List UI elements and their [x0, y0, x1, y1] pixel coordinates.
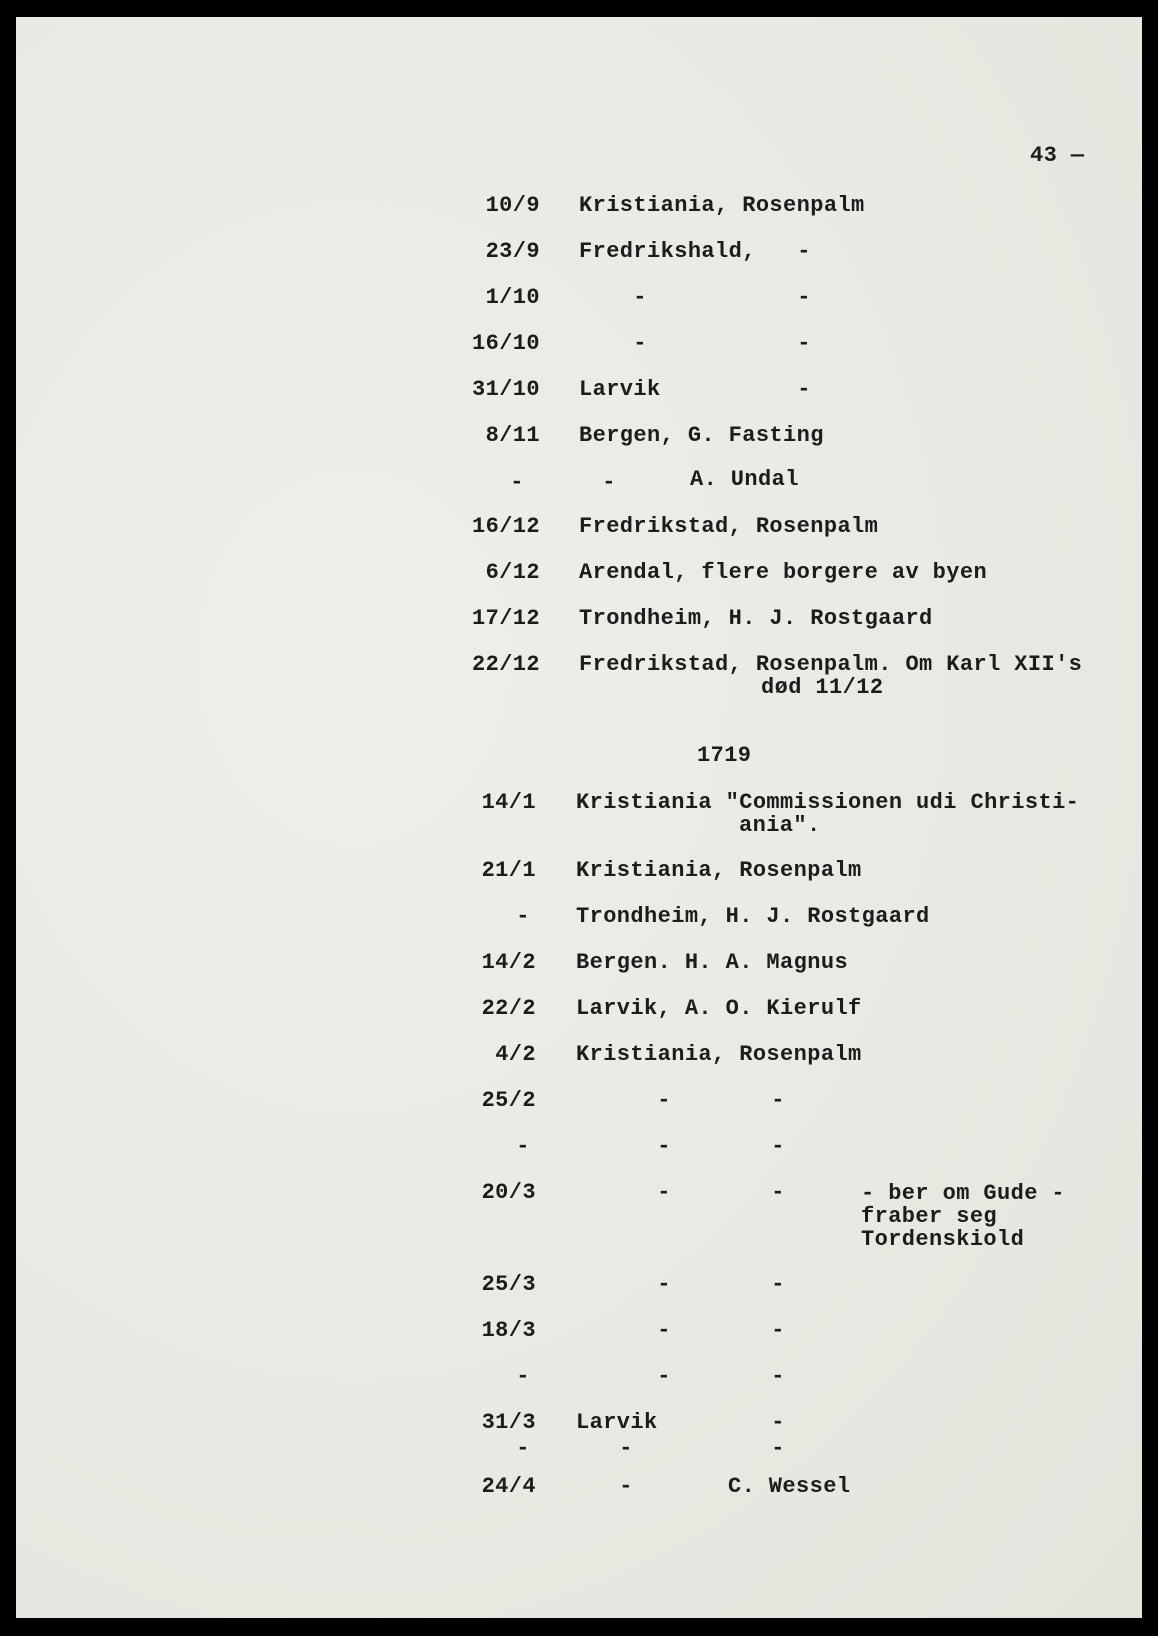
document-page: [16, 17, 1142, 1618]
entry-date: 17/12: [471, 606, 540, 631]
entry-text: Bergen. H. A. Magnus: [576, 950, 849, 975]
entry-date: 25/3: [481, 1272, 536, 1297]
ditto-mark: -: [657, 1180, 671, 1205]
entry-text: Trondheim, H. J. Rostgaard: [576, 904, 930, 929]
ditto-mark: -: [771, 1134, 785, 1159]
entry-text: A. Undal: [690, 467, 799, 492]
entry-date: 6/12: [485, 560, 540, 585]
entry-date: 10/9: [485, 193, 540, 218]
entry-date: 22/2: [481, 996, 536, 1021]
ditto-mark: -: [771, 1364, 785, 1389]
entry-text: Kristiania, Rosenpalm: [579, 193, 865, 218]
entry-text: Kristiania "Commissionen udi Christi-: [576, 790, 1080, 815]
entry-text: Fredrikstad, Rosenpalm: [579, 514, 879, 539]
entry-text: Trondheim, H. J. Rostgaard: [579, 606, 933, 631]
ditto-mark: -: [619, 1436, 633, 1461]
entry-date: 14/1: [481, 790, 536, 815]
ditto-mark: -: [516, 1436, 530, 1461]
entry-date: 16/10: [471, 331, 540, 356]
entry-date: 24/4: [481, 1474, 536, 1499]
entry-text: Arendal, flere borgere av byen: [579, 560, 988, 585]
entry-date: 31/10: [471, 377, 540, 402]
ditto-mark: -: [771, 1180, 785, 1205]
entry-text-continued: ania".: [739, 813, 821, 838]
ditto-mark: -: [797, 331, 811, 356]
ditto-mark: -: [516, 904, 530, 929]
entry-date: 16/12: [471, 514, 540, 539]
entry-text: Fredrikshald,: [579, 239, 756, 264]
entry-text: Larvik: [576, 1410, 658, 1435]
ditto-mark: -: [633, 331, 647, 356]
ditto-mark: -: [510, 470, 524, 495]
entry-text: Kristiania, Rosenpalm: [576, 1042, 862, 1067]
ditto-mark: -: [657, 1318, 671, 1343]
entry-note: - ber om Gude - fraber seg Tordenskiold: [861, 1181, 1066, 1252]
ditto-mark: -: [771, 1318, 785, 1343]
entry-text: Bergen, G. Fasting: [579, 423, 824, 448]
entry-text: Larvik: [579, 377, 661, 402]
ditto-mark: -: [633, 285, 647, 310]
ditto-mark: -: [797, 239, 811, 264]
entry-date: 23/9: [485, 239, 540, 264]
entry-date: 14/2: [481, 950, 536, 975]
entry-date: 25/2: [481, 1088, 536, 1113]
ditto-mark: -: [771, 1272, 785, 1297]
ditto-mark: -: [771, 1410, 785, 1435]
entry-text: Larvik, A. O. Kierulf: [576, 996, 862, 1021]
ditto-mark: -: [657, 1134, 671, 1159]
entry-date: 1/10: [485, 285, 540, 310]
ditto-mark: -: [657, 1364, 671, 1389]
ditto-mark: -: [771, 1436, 785, 1461]
entry-text-continued: død 11/12: [761, 675, 884, 700]
ditto-mark: -: [657, 1088, 671, 1113]
entry-date: 18/3: [481, 1318, 536, 1343]
ditto-mark: -: [619, 1474, 633, 1499]
entry-text: Fredrikstad, Rosenpalm. Om Karl XII's: [579, 652, 1083, 677]
ditto-mark: -: [797, 285, 811, 310]
ditto-mark: -: [602, 470, 616, 495]
entry-date: 20/3: [481, 1180, 536, 1205]
ditto-mark: -: [797, 377, 811, 402]
year-heading: 1719: [697, 743, 752, 768]
entry-text: C. Wessel: [728, 1474, 851, 1499]
ditto-mark: -: [657, 1272, 671, 1297]
ditto-mark: -: [516, 1134, 530, 1159]
entry-date: 4/2: [495, 1042, 536, 1067]
entry-date: 22/12: [471, 652, 540, 677]
entry-date: 8/11: [485, 423, 540, 448]
entry-date: 21/1: [481, 858, 536, 883]
ditto-mark: -: [771, 1088, 785, 1113]
entry-date: 31/3: [481, 1410, 536, 1435]
page-number: 43 —: [1030, 143, 1085, 168]
entry-text: Kristiania, Rosenpalm: [576, 858, 862, 883]
ditto-mark: -: [516, 1364, 530, 1389]
